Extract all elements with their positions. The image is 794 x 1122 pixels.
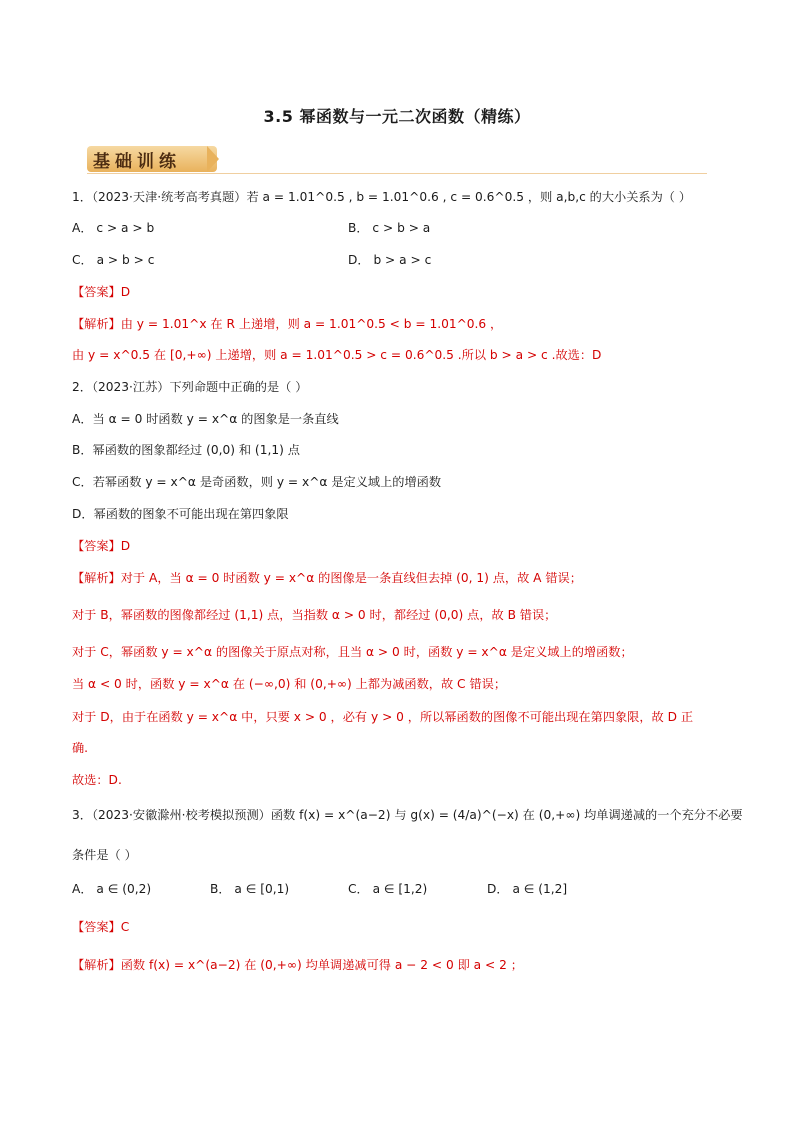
q1-option-d: D． b > a > c [348,253,432,267]
q3-option-c: C． a ∈ [1,2) [348,882,428,896]
q2-analysis-line-7: 故选：D. [72,773,122,787]
q1-option-a: A． c > a > b [72,221,155,235]
q2-option-b: B．幂函数的图象都经过 (0,0) 和 (1,1) 点 [72,443,300,457]
q2-analysis-line-1: 【解析】对于 A，当 α = 0 时函数 y = x^α 的图像是一条直线但去掉 (0, 1) 点，故 A 错误； [72,571,582,585]
q3-analysis-line-1: 【解析】函数 f(x) = x^(a−2) 在 (0,+∞) 均单调递减可得 a − 2 < 0 即 a < 2 ； [72,958,523,972]
q2-analysis-line-2: 对于 B，幂函数的图像都经过 (1,1) 点，当指数 α > 0 时，都经过 (0,0) 点，故 B 错误； [72,608,557,622]
q2-option-a: A．当 α = 0 时函数 y = x^α 的图象是一条直线 [72,412,339,426]
page-title: 3.5 幂函数与一元二次函数（精练） [263,107,531,126]
banner-tail [207,146,219,172]
q2-analysis-line-5: 对于 D，由于在函数 y = x^α 中，只要 x > 0 ，必有 y > 0 ，所以幂函数的图像不可能出现在第四象限，故 D 正 [72,710,694,724]
q1-analysis-line-2: 由 y = x^0.5 在 [0,+∞) 上递增，则 a = 1.01^0.5 > c = 0.6^0.5 .所以 b > a > c .故选：D [72,348,602,362]
banner-label: 基础训练 [93,152,181,172]
q1-option-c: C． a > b > c [72,253,155,267]
section-banner [87,143,221,175]
q3-stem-line-1: 3．（2023·安徽滁州·校考模拟预测）函数 f(x) = x^(a−2) 与 g(x) = (4/a)^(−x) 在 (0,+∞) 均单调递减的一个充分不必要 [72,808,743,822]
q1-stem: 1．（2023·天津·统考高考真题）若 a = 1.01^0.5 , b = 1.01^0.6 , c = 0.6^0.5 ，则 a,b,c 的大小关系为（ ） [72,190,692,204]
q2-answer: 【答案】D [72,539,131,553]
q2-analysis-line-4: 当 α < 0 时，函数 y = x^α 在 (−∞,0) 和 (0,+∞) 上都为减函数，故 C 错误； [72,677,507,691]
q3-stem-line-2: 条件是（ ） [72,848,137,862]
q1-answer: 【答案】D [72,285,131,299]
q3-option-a: A． a ∈ (0,2) [72,882,152,896]
q3-option-d: D． a ∈ (1,2] [487,882,568,896]
q3-answer: 【答案】C [72,920,130,934]
q2-stem: 2．（2023·江苏）下列命题中正确的是（ ） [72,380,308,394]
q2-analysis-line-3: 对于 C，幂函数 y = x^α 的图像关于原点对称，且当 α > 0 时，函数 y = x^α 是定义域上的增函数； [72,645,633,659]
q2-option-d: D．幂函数的图象不可能出现在第四象限 [72,507,289,521]
q1-option-b: B． c > b > a [348,221,431,235]
q2-option-c: C．若幂函数 y = x^α 是奇函数，则 y = x^α 是定义域上的增函数 [72,475,442,489]
q1-analysis-line-1: 【解析】由 y = 1.01^x 在 R 上递增，则 a = 1.01^0.5 < b = 1.01^0.6 ， [72,317,503,331]
q3-option-b: B． a ∈ [0,1) [210,882,290,896]
q2-analysis-line-6: 确. [72,741,89,755]
banner-divider [87,173,707,174]
